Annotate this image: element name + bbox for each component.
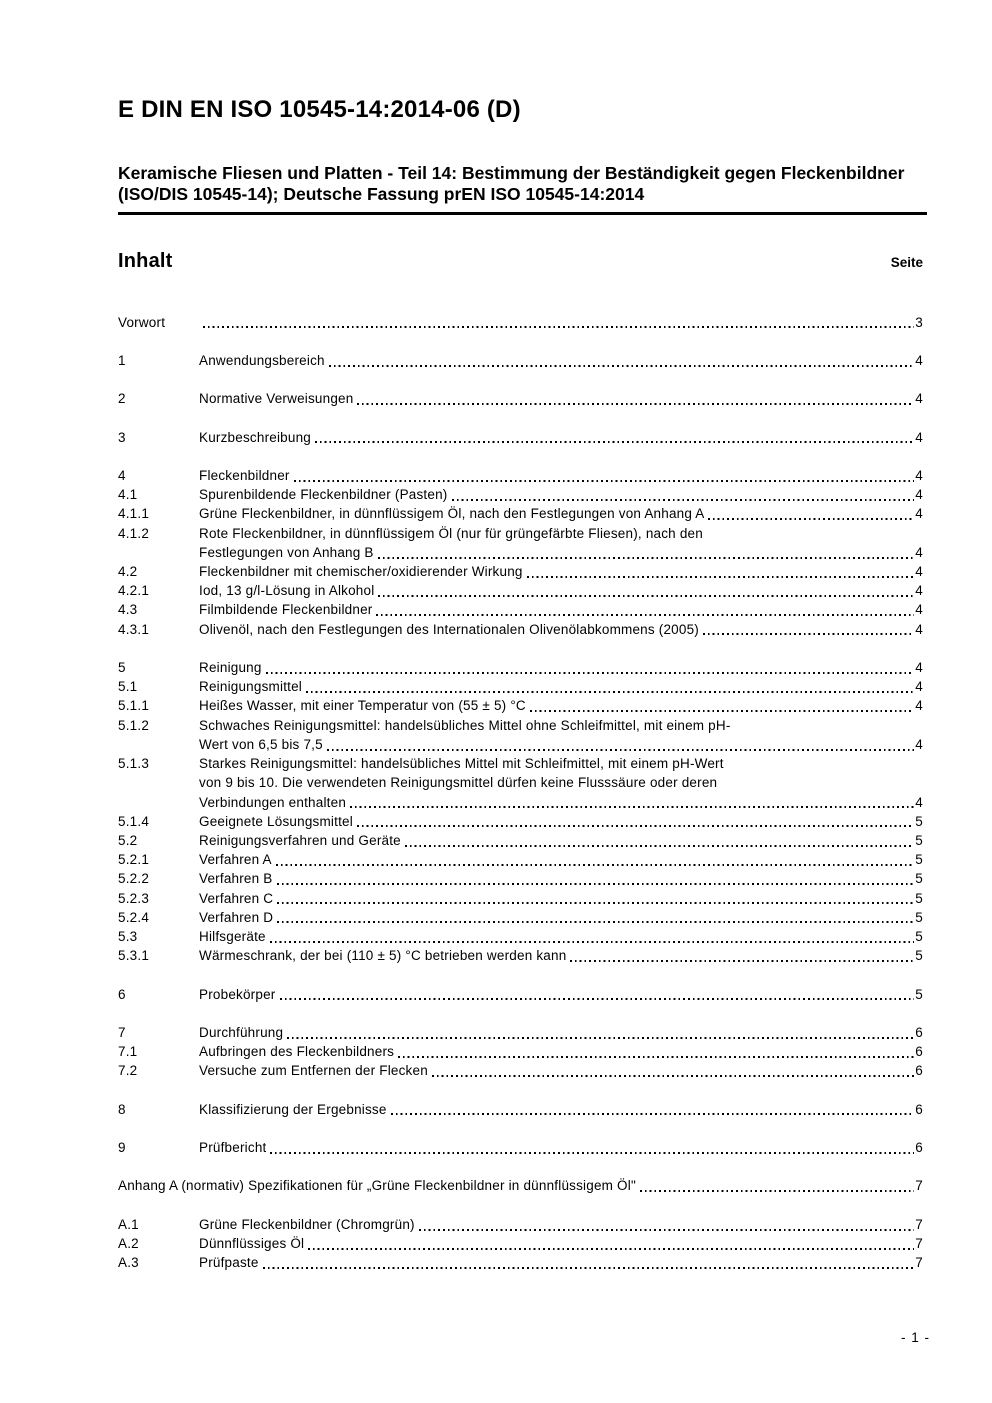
toc-entry-number: 6 bbox=[118, 986, 126, 1002]
toc-entry-page: 4 bbox=[915, 679, 923, 695]
toc-entry-title: Grüne Fleckenbildner (Chromgrün) bbox=[199, 1216, 415, 1232]
toc-entry-3 bbox=[118, 428, 923, 447]
page-number-footer: - 1 - bbox=[900, 1330, 930, 1345]
toc-entry-A.1 bbox=[118, 1215, 923, 1234]
document-number: E DIN EN ISO 10545-14:2014-06 (D) bbox=[118, 96, 521, 123]
dot-leader bbox=[640, 1190, 914, 1192]
toc-entry-number: 5.2.1 bbox=[118, 852, 150, 868]
toc-entry-page: 6 bbox=[915, 1024, 923, 1040]
dot-leader bbox=[287, 1037, 914, 1039]
toc-entry-4.1 bbox=[118, 485, 923, 504]
toc-entry-number: 5.2.3 bbox=[118, 890, 150, 906]
dot-leader bbox=[270, 1152, 914, 1154]
toc-entry-number: 5.2.4 bbox=[118, 909, 150, 925]
toc-entry-5.2.4 bbox=[118, 908, 923, 927]
dot-leader bbox=[398, 1056, 914, 1058]
toc-entry-4.1.2 bbox=[118, 543, 923, 562]
dot-leader bbox=[452, 499, 915, 501]
toc-entry-number: 4.1 bbox=[118, 487, 138, 503]
toc-entry-page: 4 bbox=[915, 583, 923, 599]
toc-entry-number: A.1 bbox=[118, 1216, 139, 1232]
toc-entry-page: 4 bbox=[915, 429, 923, 445]
toc-entry-title: Starkes Reinigungsmittel: handelsübliches Mittel mit Schleifmittel, mit einem pH-Wert bbox=[199, 756, 724, 772]
toc-entry-number: 4.3.1 bbox=[118, 621, 150, 637]
toc-entry-4.2.1 bbox=[118, 581, 923, 600]
toc-entry-8 bbox=[118, 1100, 923, 1119]
dot-leader bbox=[405, 845, 914, 847]
toc-entry-annex-a bbox=[118, 1176, 923, 1195]
toc-entry-5.1.2 bbox=[118, 716, 923, 735]
toc-entry-title: Dünnflüssiges Öl bbox=[199, 1236, 305, 1252]
toc-entry-page: 6 bbox=[915, 1140, 923, 1156]
dot-leader bbox=[329, 365, 915, 367]
toc-entry-title: Olivenöl, nach den Festlegungen des Internationalen Olivenölabkommens (2005) bbox=[199, 621, 700, 637]
toc-entry-title: Reinigung bbox=[199, 660, 262, 676]
toc-entry-page: 5 bbox=[915, 948, 923, 964]
toc-entry-title: Heißes Wasser, mit einer Temperatur von (55 ± 5) °C bbox=[199, 698, 526, 714]
toc-entry-page: 5 bbox=[915, 852, 923, 868]
toc-entry-4.1.2 bbox=[118, 524, 923, 543]
toc-entry-number: 5.1 bbox=[118, 679, 138, 695]
toc-entry-number: 5.1.1 bbox=[118, 698, 150, 714]
toc-entry-title: Fleckenbildner mit chemischer/oxidierender Wirkung bbox=[199, 564, 523, 580]
toc-header bbox=[118, 249, 923, 273]
dot-leader bbox=[432, 1075, 914, 1077]
toc-entry-page: 4 bbox=[915, 660, 923, 676]
toc-entry-4.1.1 bbox=[118, 504, 923, 523]
toc-entry-number: 8 bbox=[118, 1101, 126, 1117]
toc-entry-number: 5.3 bbox=[118, 928, 138, 944]
dot-leader bbox=[203, 326, 914, 328]
toc-entry-4 bbox=[118, 466, 923, 485]
toc-entry-A.3 bbox=[118, 1253, 923, 1272]
toc-entry-title: Schwaches Reinigungsmittel: handelsübliches Mittel ohne Schleifmittel, mit einem pH- bbox=[199, 717, 731, 733]
title-rule bbox=[118, 212, 927, 215]
toc-entry-title: Verbindungen enthalten bbox=[199, 794, 347, 810]
toc-entry-title: Prüfpaste bbox=[199, 1255, 259, 1271]
toc-entry-page: 4 bbox=[915, 391, 923, 407]
toc-entry-page: 5 bbox=[915, 890, 923, 906]
toc-entry-5.1.3 bbox=[118, 793, 923, 812]
toc-entry-number: 4.2 bbox=[118, 564, 138, 580]
toc-entry-5.3.1 bbox=[118, 946, 923, 965]
toc-entry-title: Hilfsgeräte bbox=[199, 928, 266, 944]
toc-entry-number: 5 bbox=[118, 660, 126, 676]
toc-entry-5.1.4 bbox=[118, 812, 923, 831]
toc-entry-number: 4 bbox=[118, 468, 126, 484]
dot-leader bbox=[357, 825, 914, 827]
toc-entry-page: 7 bbox=[915, 1236, 923, 1252]
toc-entry-page: 4 bbox=[915, 736, 923, 752]
toc-entry-page: 4 bbox=[915, 487, 923, 503]
toc-entry-title: Versuche zum Entfernen der Flecken bbox=[199, 1063, 428, 1079]
toc-entry-page: 4 bbox=[915, 468, 923, 484]
document-title: Keramische Fliesen und Platten - Teil 14: Bestimmung der Beständigkeit gegen Fleckenbildner (ISO/DIS 10545-14); Deutsche Fassung prEN ISO 10545-14:2014 bbox=[118, 163, 905, 204]
toc-entry-number: 4.2.1 bbox=[118, 583, 150, 599]
toc-entry-number: A.2 bbox=[118, 1236, 139, 1252]
toc-entry-9 bbox=[118, 1138, 923, 1157]
toc-entry-page: 4 bbox=[915, 794, 923, 810]
toc-entry-page: 5 bbox=[915, 832, 923, 848]
dot-leader bbox=[263, 1267, 915, 1269]
toc-list bbox=[118, 313, 923, 1273]
toc-entry-4.3.1 bbox=[118, 620, 923, 639]
dot-leader bbox=[376, 614, 914, 616]
toc-entry-title: Durchführung bbox=[199, 1024, 284, 1040]
toc-entry-5.1.1 bbox=[118, 696, 923, 715]
toc-entry-title: Geeignete Lösungsmittel bbox=[199, 813, 353, 829]
toc-entry-title: Verfahren B bbox=[199, 871, 273, 887]
toc-entry-page: 4 bbox=[915, 352, 923, 368]
toc-entry-title: Wärmeschrank, der bei (110 ± 5) °C betrieben werden kann bbox=[199, 948, 567, 964]
toc-entry-title: Filmbildende Fleckenbildner bbox=[199, 602, 373, 618]
toc-entry-number: 3 bbox=[118, 429, 126, 445]
toc-entry-number: 9 bbox=[118, 1140, 126, 1156]
toc-entry-5.1.3 bbox=[118, 773, 923, 792]
dot-leader bbox=[280, 998, 915, 1000]
toc-entry-page: 6 bbox=[915, 1044, 923, 1060]
toc-entry-number: 5.1.3 bbox=[118, 756, 150, 772]
toc-entry-number: 7.1 bbox=[118, 1044, 138, 1060]
toc-entry-7.2 bbox=[118, 1061, 923, 1080]
toc-entry-7.1 bbox=[118, 1042, 923, 1061]
toc-entry-A.2 bbox=[118, 1234, 923, 1253]
toc-entry-title: Festlegungen von Anhang B bbox=[199, 544, 374, 560]
toc-entry-number: A.3 bbox=[118, 1255, 139, 1271]
toc-entry-number: 7 bbox=[118, 1024, 126, 1040]
toc-entry-page: 4 bbox=[915, 564, 923, 580]
toc-entry-5.1.3 bbox=[118, 754, 923, 773]
toc-entry-5.2.1 bbox=[118, 850, 923, 869]
dot-leader bbox=[306, 691, 914, 693]
toc-entry-page: 3 bbox=[915, 314, 923, 330]
toc-entry-title: Probekörper bbox=[199, 986, 276, 1002]
dot-leader bbox=[703, 633, 914, 635]
dot-leader bbox=[378, 557, 915, 559]
toc-entry-5.2.3 bbox=[118, 889, 923, 908]
dot-leader bbox=[357, 403, 914, 405]
toc-entry-number: 5.1.4 bbox=[118, 813, 150, 829]
dot-leader bbox=[277, 921, 914, 923]
toc-entry-title: Wert von 6,5 bis 7,5 bbox=[199, 736, 323, 752]
dot-leader bbox=[378, 595, 914, 597]
toc-entry-number: 2 bbox=[118, 391, 126, 407]
dot-leader bbox=[277, 902, 914, 904]
toc-entry-number: 5.1.2 bbox=[118, 717, 150, 733]
dot-leader bbox=[391, 1113, 915, 1115]
toc-entry-4.3 bbox=[118, 600, 923, 619]
dot-leader bbox=[276, 864, 915, 866]
toc-entry-title: Reinigungsverfahren und Geräte bbox=[199, 832, 401, 848]
dot-leader bbox=[308, 1248, 914, 1250]
toc-entry-page: 4 bbox=[915, 544, 923, 560]
toc-entry-title: Grüne Fleckenbildner, in dünnflüssigem Öl, nach den Festlegungen von Anhang A bbox=[199, 506, 705, 522]
toc-entry-number: 5.2 bbox=[118, 832, 138, 848]
toc-entry-title: Fleckenbildner bbox=[199, 468, 290, 484]
toc-entry-page: 7 bbox=[915, 1216, 923, 1232]
dot-leader bbox=[350, 806, 914, 808]
dot-leader bbox=[277, 883, 915, 885]
toc-entry-5.2 bbox=[118, 831, 923, 850]
toc-page-column-label: Seite bbox=[890, 254, 923, 270]
toc-entry-2 bbox=[118, 389, 923, 408]
toc-entry-number: 5.2.2 bbox=[118, 871, 150, 887]
toc-entry-title: Aufbringen des Fleckenbildners bbox=[199, 1044, 395, 1060]
toc-entry-title: Spurenbildende Fleckenbildner (Pasten) bbox=[199, 487, 448, 503]
toc-entry-5 bbox=[118, 658, 923, 677]
dot-leader bbox=[530, 710, 914, 712]
toc-entry-number: 5.3.1 bbox=[118, 948, 150, 964]
toc-entry-number: 1 bbox=[118, 352, 126, 368]
toc-entry-page: 5 bbox=[915, 986, 923, 1002]
toc-entry-5.1 bbox=[118, 677, 923, 696]
toc-entry-title: Anhang A (normativ) Spezifikationen für „Grüne Fleckenbildner in dünnflüssigem Öl" bbox=[118, 1178, 636, 1194]
toc-entry-page: 4 bbox=[915, 698, 923, 714]
toc-entry-title: Anwendungsbereich bbox=[199, 352, 325, 368]
toc-entry-number: 7.2 bbox=[118, 1063, 138, 1079]
toc-entry-5.1.2 bbox=[118, 735, 923, 754]
dot-leader bbox=[294, 480, 915, 482]
toc-entry-title: Prüfbericht bbox=[199, 1140, 267, 1156]
dot-leader bbox=[266, 672, 915, 674]
toc-entry-Vorwort bbox=[118, 313, 923, 332]
dot-leader bbox=[570, 960, 914, 962]
toc-entry-number: 4.1.2 bbox=[118, 525, 150, 541]
toc-entry-title: Iod, 13 g/l-Lösung in Alkohol bbox=[199, 583, 375, 599]
toc-entry-title: Klassifizierung der Ergebnisse bbox=[199, 1101, 387, 1117]
dot-leader bbox=[327, 749, 914, 751]
dot-leader bbox=[315, 441, 914, 443]
toc-entry-page: 5 bbox=[915, 909, 923, 925]
toc-entry-page: 6 bbox=[915, 1063, 923, 1079]
toc-entry-title: Rote Fleckenbildner, in dünnflüssigem Öl (nur für grüngefärbte Fliesen), nach den bbox=[199, 525, 703, 541]
toc-entry-page: 5 bbox=[915, 871, 923, 887]
toc-entry-page: 7 bbox=[915, 1255, 923, 1271]
toc-entry-title: Verfahren C bbox=[199, 890, 274, 906]
toc-entry-title: von 9 bis 10. Die verwendeten Reinigungsmittel dürfen keine Flusssäure oder deren bbox=[199, 775, 718, 791]
toc-entry-page: 6 bbox=[915, 1101, 923, 1117]
toc-entry-5.2.2 bbox=[118, 869, 923, 888]
toc-entry-number: 4.1.1 bbox=[118, 506, 150, 522]
toc-entry-page: 4 bbox=[915, 506, 923, 522]
dot-leader bbox=[270, 941, 915, 943]
toc-entry-page: 4 bbox=[915, 602, 923, 618]
dot-leader bbox=[419, 1229, 915, 1231]
toc-entry-title: Verfahren D bbox=[199, 909, 274, 925]
toc-heading: Inhalt bbox=[118, 249, 173, 272]
toc-entry-7 bbox=[118, 1023, 923, 1042]
toc-entry-number: 4.3 bbox=[118, 602, 138, 618]
toc-entry-page: 5 bbox=[915, 928, 923, 944]
toc-entry-4.2 bbox=[118, 562, 923, 581]
toc-entry-title: Reinigungsmittel bbox=[199, 679, 302, 695]
toc-entry-title: Normative Verweisungen bbox=[199, 391, 354, 407]
toc-entry-page: 7 bbox=[915, 1178, 923, 1194]
dot-leader bbox=[527, 576, 915, 578]
toc-entry-title: Verfahren A bbox=[199, 852, 272, 868]
toc-entry-title: Kurzbeschreibung bbox=[199, 429, 312, 445]
toc-entry-5.3 bbox=[118, 927, 923, 946]
toc-entry-6 bbox=[118, 985, 923, 1004]
dot-leader bbox=[708, 518, 914, 520]
toc-entry-page: 5 bbox=[915, 813, 923, 829]
toc-entry-number: Vorwort bbox=[118, 314, 166, 330]
toc-entry-page: 4 bbox=[915, 621, 923, 637]
toc-entry-1 bbox=[118, 351, 923, 370]
